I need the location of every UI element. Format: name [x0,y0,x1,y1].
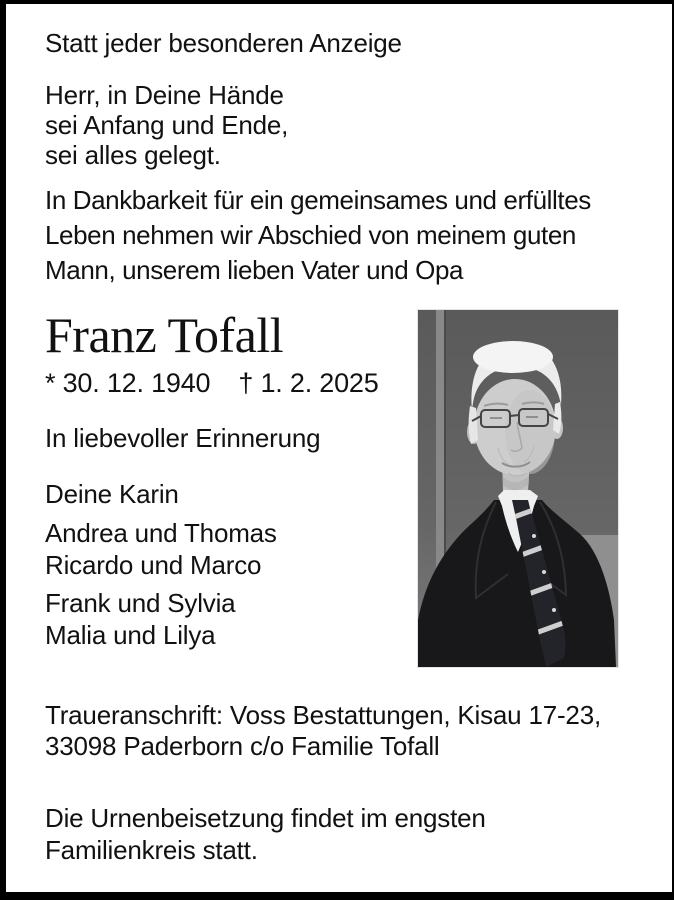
announcement-line: Leben nehmen wir Abschied von meinem guten [45,220,576,250]
announcement-line: Mann, unserem lieben Vater und Opa [45,255,464,285]
portrait-photo-svg [418,310,618,667]
mourner-line: Deine Karin [45,479,179,509]
burial-line: Die Urnenbeisetzung findet im engsten [45,803,486,833]
mourner-line: Andrea und Thomas [45,518,277,548]
mourner-group [45,587,235,651]
mourner-group [45,478,179,510]
mourner-line: Ricardo und Marco [45,550,262,580]
address-line: 33098 Paderborn c/o Familie Tofall [45,731,440,761]
verse-line: sei Anfang und Ende, [45,110,289,140]
life-dates [45,368,379,399]
intro-line: Statt jeder besonderen Anzeige [45,28,402,58]
mourner-line: Frank und Sylvia [45,588,236,618]
verse-line: sei alles gelegt. [45,140,221,170]
condolence-address-block [45,700,601,762]
portrait-photo [418,310,618,667]
burial-line: Familienkreis statt. [45,835,258,865]
deceased-name: Franz Tofall [45,307,284,363]
address-line: Traueranschrift: Voss Bestattungen, Kisau 17-23, [45,700,601,730]
remembrance-line: In liebevoller Erinnerung [45,423,321,453]
verse-line: Herr, in Deine Hände [45,80,284,110]
mourner-group [45,517,277,581]
birth-date: * 30. 12. 1940 [45,368,211,398]
verse-block [45,80,288,170]
announcement-block [45,183,591,288]
death-date: † 1. 2. 2025 [238,368,379,398]
mourner-line: Malia und Lilya [45,620,216,650]
announcement-line: In Dankbarkeit für ein gemeinsames und erfülltes [45,185,591,215]
burial-info-block [45,802,486,866]
